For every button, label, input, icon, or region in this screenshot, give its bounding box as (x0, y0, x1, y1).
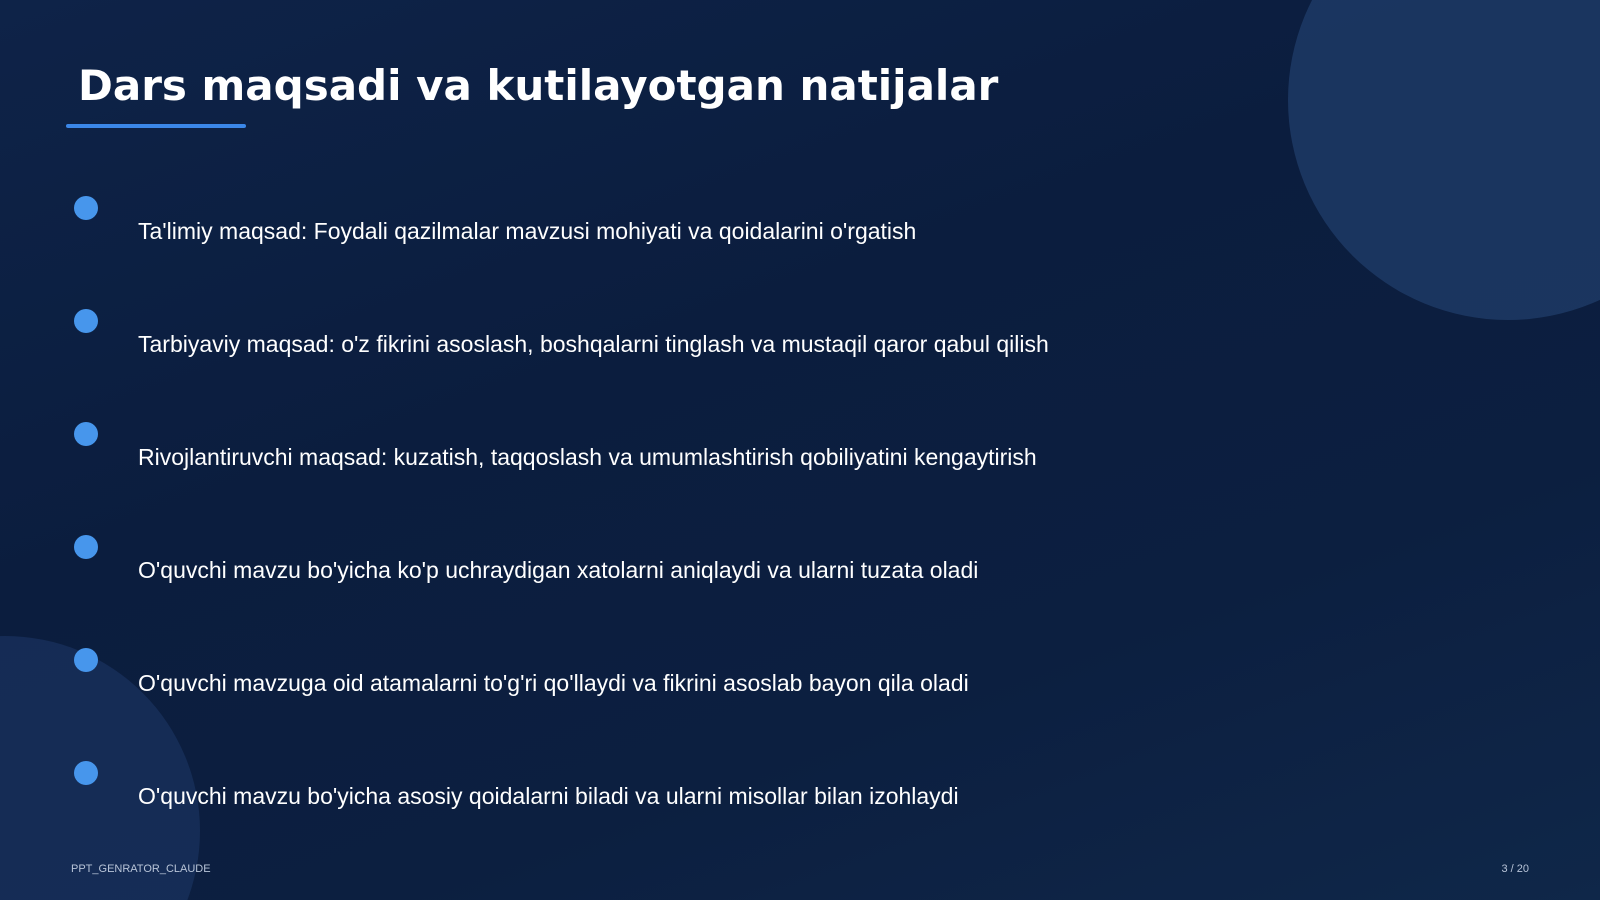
bullet-item (0, 422, 1300, 502)
footer-source: PPT_GENRATOR_CLAUDE (71, 863, 211, 875)
bullet-dot-icon (74, 535, 98, 559)
bullet-item (0, 535, 1300, 615)
bullet-dot-icon (74, 422, 98, 446)
bullet-text: Tarbiyaviy maqsad: o'z fikrini asoslash, boshqalarni tinglash va mustaqil qaror qabul qilish (138, 331, 1049, 357)
page-indicator: 3 / 20 (1501, 863, 1529, 875)
bullet-item (0, 648, 1300, 728)
bullet-item (0, 309, 1300, 389)
title-underline (66, 124, 246, 128)
bullet-text: Rivojlantiruvchi maqsad: kuzatish, taqqoslash va umumlashtirish qobiliyatini kengaytirish (138, 444, 1037, 470)
decorative-circle-top-right (1288, 0, 1600, 320)
bullet-item (0, 196, 1300, 276)
bullet-dot-icon (74, 761, 98, 785)
bullet-item (0, 761, 1300, 841)
bullet-dot-icon (74, 196, 98, 220)
bullet-text: O'quvchi mavzuga oid atamalarni to'g'ri qo'llaydi va fikrini asoslab bayon qila oladi (138, 670, 969, 696)
bullet-dot-icon (74, 309, 98, 333)
bullet-text: Ta'limiy maqsad: Foydali qazilmalar mavzusi mohiyati va qoidalarini o'rgatish (138, 218, 917, 244)
bullet-dot-icon (74, 648, 98, 672)
slide-title: Dars maqsadi va kutilayotgan natijalar (78, 61, 999, 110)
bullet-text: O'quvchi mavzu bo'yicha ko'p uchraydigan xatolarni aniqlaydi va ularni tuzata oladi (138, 557, 979, 583)
bullet-text: O'quvchi mavzu bo'yicha asosiy qoidalarni biladi va ularni misollar bilan izohlaydi (138, 783, 959, 809)
